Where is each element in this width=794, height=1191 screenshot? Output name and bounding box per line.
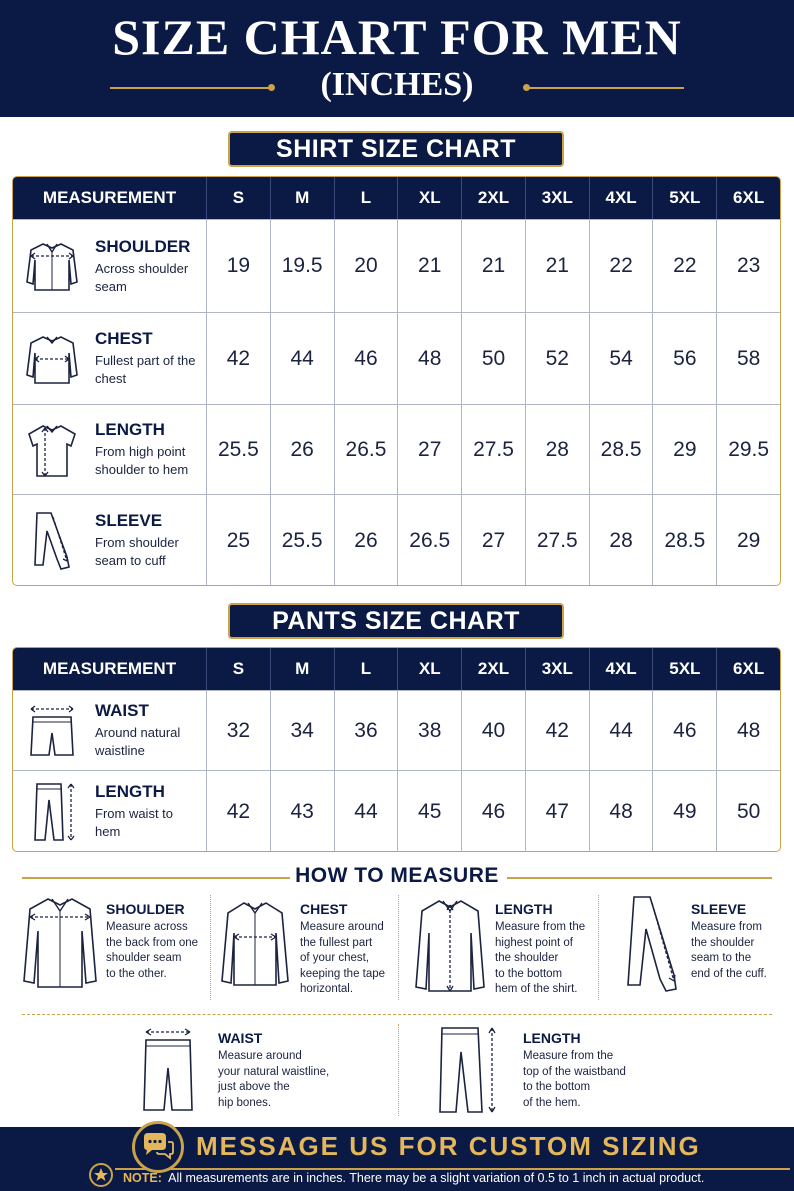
size-value: 21 — [398, 220, 462, 312]
desc-line: top of the waistband — [523, 1065, 626, 1078]
row-title: SLEEVE — [95, 511, 163, 530]
size-value: 44 — [271, 313, 335, 404]
separator — [398, 1024, 399, 1116]
size-value: 19 — [207, 220, 271, 312]
desc-line: Measure from — [691, 921, 762, 933]
header-rule-left — [110, 87, 270, 89]
pants-chart-banner: PANTS SIZE CHART — [228, 603, 564, 639]
note-text: All measurements are in inches. There may be a slight variation of 0.5 to 1 inch in actual product. — [168, 1171, 705, 1185]
size-value: 23 — [736, 254, 761, 277]
header-size: M — [271, 648, 335, 690]
header-size: 6XL — [733, 659, 765, 678]
header-size: 5XL — [653, 177, 717, 219]
size-value: 48 — [398, 313, 462, 404]
size-value: 38 — [398, 691, 462, 770]
size-value: 27.5 — [462, 405, 526, 494]
desc-line: the shoulder — [691, 936, 755, 949]
note-label: NOTE: — [123, 1171, 162, 1185]
size-value: 50 — [736, 799, 761, 823]
shorts-waist-icon — [23, 701, 81, 761]
page-title: SIZE CHART FOR MEN — [112, 9, 682, 65]
how-item-chest — [300, 901, 385, 998]
table-row — [13, 404, 780, 494]
size-value: 42 — [526, 691, 590, 770]
header-size: 3XL — [526, 648, 590, 690]
how-item-desc — [218, 1049, 329, 1111]
size-value: 43 — [271, 771, 335, 852]
measurement-cell — [13, 220, 207, 312]
size-value: 28 — [590, 495, 654, 586]
desc-line: just above the — [218, 1081, 290, 1093]
pants-length-guide-icon — [434, 1024, 504, 1116]
desc-line: hip bones. — [218, 1096, 272, 1109]
size-value: 21 — [462, 220, 526, 312]
how-item-pants-length — [523, 1030, 626, 1111]
size-value: 29 — [653, 405, 717, 494]
shirt-length-icon — [23, 420, 81, 480]
how-item-desc — [495, 920, 585, 998]
row-description: From high point shoulder to hem — [95, 444, 189, 477]
desc-line: seam to the — [691, 952, 752, 964]
how-item-title: WAIST — [218, 1030, 263, 1046]
desc-line: to the bottom — [495, 967, 563, 980]
size-value: 20 — [335, 220, 399, 312]
desc-line: of the hem. — [523, 1096, 581, 1109]
size-value: 46 — [653, 691, 717, 770]
header-size: XL — [398, 648, 462, 690]
header-size: S — [207, 177, 271, 219]
how-rule-right — [507, 877, 772, 879]
desc-line: the back from one — [106, 936, 199, 949]
size-value: 26.5 — [398, 495, 462, 586]
desc-line: Measure from the — [523, 1050, 614, 1062]
header-measurement: MEASUREMENT — [13, 177, 207, 219]
how-item-sleeve — [691, 901, 767, 982]
how-item-desc — [300, 920, 385, 998]
size-value: 25.5 — [271, 495, 335, 586]
shorts-waist-guide-icon — [138, 1024, 198, 1116]
row-title: WAIST — [95, 701, 149, 720]
pants-length-icon — [23, 780, 81, 844]
size-value: 48 — [736, 718, 761, 742]
size-value: 52 — [526, 313, 590, 404]
table-row — [13, 770, 780, 852]
desc-line: hem of the shirt. — [495, 983, 578, 995]
how-item-waist — [218, 1030, 329, 1111]
size-value: 50 — [462, 313, 526, 404]
size-value: 49 — [653, 771, 717, 852]
row-title: SHOULDER — [95, 236, 191, 256]
row-description: Around natural waistline — [95, 725, 181, 758]
header-size: L — [335, 177, 399, 219]
size-value: 29.5 — [728, 437, 770, 461]
size-value: 40 — [462, 691, 526, 770]
header-size: 2XL — [462, 177, 526, 219]
desc-line: shoulder seam — [106, 952, 182, 964]
how-item-desc — [691, 920, 767, 982]
how-item-desc — [106, 920, 198, 982]
sleeve-guide-icon — [620, 893, 684, 995]
table-row — [13, 219, 780, 312]
size-value: 25 — [207, 495, 271, 586]
shirt-chest-icon — [23, 331, 81, 387]
row-description: Across shoulder seam — [95, 260, 189, 294]
size-value: 46 — [335, 313, 399, 404]
desc-line: to the bottom — [523, 1081, 591, 1093]
desc-line: Measure around — [218, 1050, 302, 1062]
page-header — [0, 0, 794, 117]
size-value: 42 — [207, 313, 271, 404]
desc-line: Measure from the — [495, 921, 586, 933]
footer-rule — [115, 1168, 790, 1170]
header-rule-right — [527, 87, 684, 89]
pants-size-table — [12, 647, 781, 852]
header-size: 6XL — [733, 188, 765, 207]
shirt-chart-banner: SHIRT SIZE CHART — [228, 131, 564, 167]
size-value: 42 — [207, 771, 271, 852]
size-value: 27.5 — [526, 495, 590, 586]
size-value: 45 — [398, 771, 462, 852]
header-dot-left — [268, 84, 275, 91]
measurement-cell — [13, 405, 207, 494]
how-item-title: CHEST — [300, 901, 348, 917]
pants-table-header — [13, 648, 780, 690]
size-value: 26 — [271, 405, 335, 494]
how-item-shoulder — [106, 901, 198, 982]
size-value: 27 — [462, 495, 526, 586]
size-value: 44 — [590, 691, 654, 770]
separator — [398, 895, 399, 1000]
desc-line: to the other. — [106, 967, 167, 980]
header-dot-right — [523, 84, 530, 91]
measurement-cell — [13, 495, 207, 586]
shirt-chest-guide-icon — [218, 897, 292, 989]
header-size: 3XL — [526, 177, 590, 219]
desc-line: horizontal. — [300, 983, 354, 995]
size-value: 26.5 — [335, 405, 399, 494]
size-value: 46 — [462, 771, 526, 852]
header-size: 2XL — [462, 648, 526, 690]
row-title: CHEST — [95, 329, 153, 348]
shirt-shoulder-guide-icon — [20, 893, 100, 991]
how-item-title: SLEEVE — [691, 901, 747, 917]
chat-bubble-icon[interactable] — [132, 1121, 184, 1173]
separator — [210, 895, 211, 1000]
measurement-cell — [13, 771, 207, 852]
header-size: 4XL — [590, 648, 654, 690]
header-size: M — [271, 177, 335, 219]
size-value: 47 — [526, 771, 590, 852]
row-description: Fullest part of the chest — [95, 353, 196, 386]
row-title: LENGTH — [95, 420, 165, 439]
size-value: 36 — [335, 691, 399, 770]
how-item-desc — [523, 1049, 626, 1111]
table-row — [13, 494, 780, 586]
shirt-length-guide-icon — [412, 895, 488, 995]
footer-note — [123, 1171, 704, 1185]
size-value: 54 — [590, 313, 654, 404]
footer — [0, 1127, 794, 1191]
how-item-title: LENGTH — [495, 901, 553, 917]
table-row — [13, 312, 780, 404]
custom-sizing-message[interactable]: MESSAGE US FOR CUSTOM SIZING — [196, 1131, 701, 1161]
size-value: 26 — [335, 495, 399, 586]
dashed-separator — [22, 1014, 772, 1015]
measurement-cell — [13, 691, 207, 770]
header-size: XL — [398, 177, 462, 219]
size-value: 32 — [207, 691, 271, 770]
shirt-size-table — [12, 176, 781, 586]
desc-line: the shoulder — [495, 952, 559, 964]
size-value: 27 — [398, 405, 462, 494]
how-item-shirt-length — [495, 901, 585, 998]
size-value: 22 — [590, 220, 654, 312]
measurement-cell — [13, 313, 207, 404]
header-size: S — [207, 648, 271, 690]
size-value: 58 — [736, 346, 761, 370]
desc-line: Measure around — [300, 921, 384, 933]
size-value: 25.5 — [207, 405, 271, 494]
row-title: LENGTH — [95, 782, 165, 801]
size-value: 48 — [590, 771, 654, 852]
size-value: 29 — [736, 528, 761, 552]
size-value: 21 — [526, 220, 590, 312]
desc-line: of your chest, — [300, 952, 370, 964]
header-size: L — [335, 648, 399, 690]
table-row — [13, 690, 780, 770]
size-value: 19.5 — [271, 220, 335, 312]
page-subtitle: (INCHES) — [320, 66, 474, 103]
shirt-shoulder-icon — [23, 238, 81, 294]
desc-line: end of the cuff. — [691, 967, 767, 980]
size-value: 22 — [653, 220, 717, 312]
separator — [598, 895, 599, 1000]
star-icon — [89, 1163, 113, 1187]
size-value: 28.5 — [653, 495, 717, 586]
header-size: 4XL — [590, 177, 654, 219]
size-value: 56 — [653, 313, 717, 404]
desc-line: highest point of — [495, 936, 574, 949]
row-description: From waist to hem — [95, 806, 174, 839]
desc-line: the fullest part — [300, 936, 373, 949]
sleeve-icon — [23, 509, 81, 573]
how-to-measure-title: HOW TO MEASURE — [295, 864, 499, 887]
how-item-title: LENGTH — [523, 1030, 581, 1046]
desc-line: Measure across — [106, 921, 188, 933]
desc-line: keeping the tape — [300, 967, 386, 980]
desc-line: your natural waistline, — [218, 1065, 330, 1078]
size-value: 34 — [271, 691, 335, 770]
how-item-title: SHOULDER — [106, 901, 185, 917]
size-value: 44 — [335, 771, 399, 852]
shirt-table-header — [13, 177, 780, 219]
header-size: 5XL — [653, 648, 717, 690]
size-value: 28.5 — [590, 405, 654, 494]
size-value: 28 — [526, 405, 590, 494]
header-measurement: MEASUREMENT — [13, 648, 207, 690]
row-description: From shoulder seam to cuff — [95, 535, 179, 568]
